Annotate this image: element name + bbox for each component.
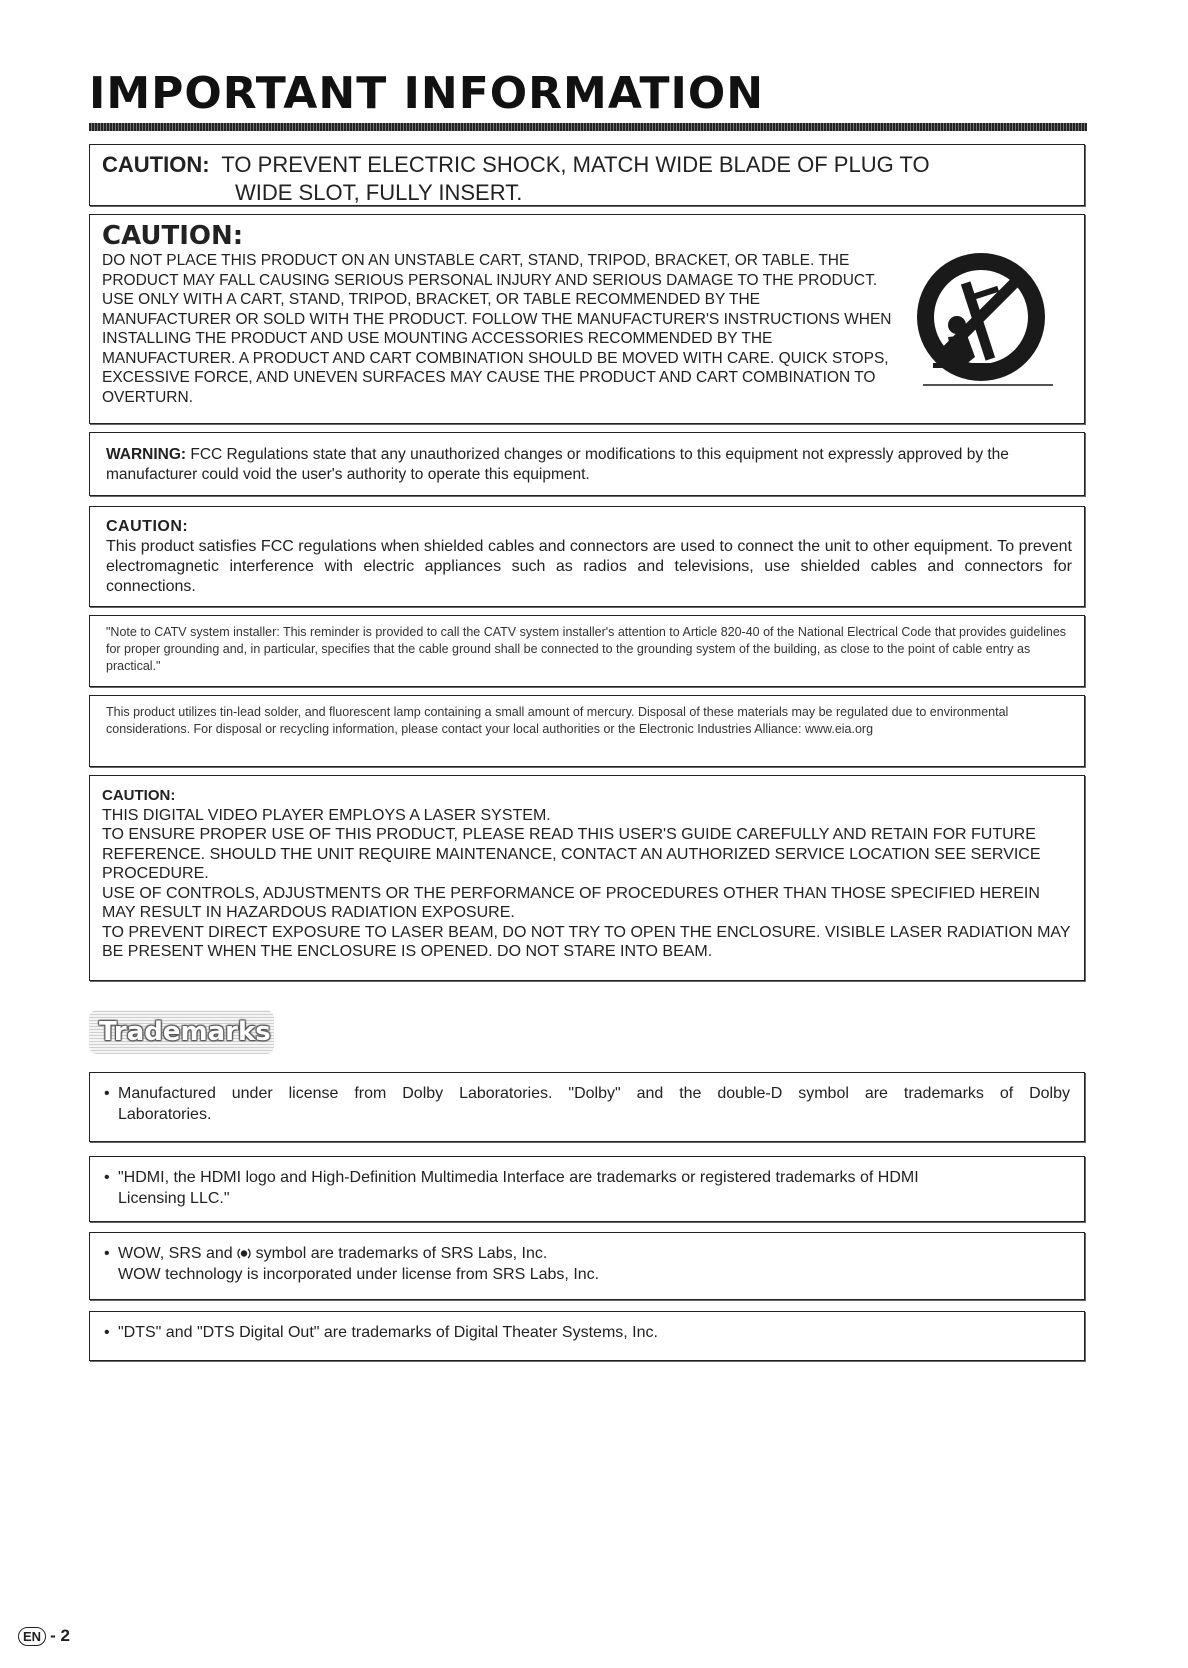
solder-note-box [89, 695, 1085, 767]
trademark-line [104, 1083, 1070, 1104]
fcc-warning-text: FCC Regulations state that any unauthorized changes or modifications to this equipment not expressly approved by the manufacturer could void the user's authority to operate this equipment. [106, 446, 1009, 483]
page-footer [18, 1626, 70, 1646]
laser-caution-line: TO PREVENT DIRECT EXPOSURE TO LASER BEAM, DO NOT TRY TO OPEN THE ENCLOSURE. VISIBLE LASER RADIATION MAY BE PRESENT WHEN THE ENCLOSURE IS OPENED. DO NOT STARE INTO BEAM. [102, 923, 1071, 960]
fcc-warning-box [89, 432, 1085, 496]
plug-caution-text-2: WIDE SLOT, FULLY INSERT. [235, 180, 523, 205]
bullet: • [104, 1324, 110, 1341]
language-badge: EN [18, 1627, 46, 1646]
trademarks-heading: Trademarks [89, 1010, 274, 1054]
plug-caution-line1 [102, 151, 1084, 179]
plug-caution-text-1: TO PREVENT ELECTRIC SHOCK, MATCH WIDE BLADE OF PLUG TO [221, 152, 930, 177]
trademark-item-dts [89, 1311, 1085, 1361]
page-title: IMPORTANT INFORMATION [89, 68, 765, 119]
emi-caution-label: CAUTION: [106, 518, 189, 535]
bullet: • [104, 1085, 110, 1102]
bullet: • [104, 1245, 110, 1262]
emi-caution-text: This product satisfies FCC regulations when shielded cables and connectors are used to connect the unit to other equipment. To prevent electromagnetic interference with electric appliances such as radios and televisions, use shielded cables and connectors for connections. [106, 538, 1072, 595]
plug-caution-box [89, 144, 1085, 206]
cart-caution-heading: CAUTION: [102, 221, 244, 251]
catv-note-text: "Note to CATV system installer: This reminder is provided to call the CATV system installer's attention to Article 820-40 of the National Electrical Code that provides guidelines for proper grounding and, in particular, specifies that the cable ground shall be connected to the grounding system of the building, as close to the point of cable entry as practical." [106, 625, 1067, 673]
cart-caution-body: DO NOT PLACE THIS PRODUCT ON AN UNSTABLE CART, STAND, TRIPOD, BRACKET, OR TABLE. THE PRODUCT MAY FALL CAUSING SERIOUS PERSONAL INJURY AND SERIOUS DAMAGE TO THE PRODUCT. USE ONLY WITH A CART, STAND, TRIPOD, BRACKET, OR TABLE RECOMMENDED BY THE MANUFACTURER OR SOLD WITH THE PRODUCT. FOLLOW THE MANUFACTURER'S INSTRUCTIONS WHEN INSTALLING THE PRODUCT AND USE MOUNTING ACCESSORIES RECOMMENDED BY THE MANUFACTURER. A PRODUCT AND CART COMBINATION SHOULD BE MOVED WITH CARE. QUICK STOPS, EXCESSIVE FORCE, AND UNEVEN SURFACES MAY CAUSE THE PRODUCT AND CART COMBINATION TO OVERTURN. [102, 252, 892, 406]
trademark-text-cont: WOW technology is incorporated under license from SRS Labs, Inc. [118, 1266, 600, 1283]
laser-caution-line: USE OF CONTROLS, ADJUSTMENTS OR THE PERFORMANCE OF PROCEDURES OTHER THAN THOSE SPECIFIED HEREIN MAY RESULT IN HAZARDOUS RADIATION EXPOSURE. [102, 884, 1040, 921]
trademark-text: Manufactured under license from Dolby Laboratories. "Dolby" and the double-D symbol are trademarks of Dolby [118, 1085, 1070, 1102]
trademark-text: "HDMI, the HDMI logo and High-Definition Multimedia Interface are trademarks or registered trademarks of HDMI [118, 1169, 919, 1186]
trademark-line [104, 1243, 1070, 1264]
laser-caution-line: TO ENSURE PROPER USE OF THIS PRODUCT, PLEASE READ THIS USER'S GUIDE CAREFULLY AND RETAIN FOR FUTURE REFERENCE. SHOULD THE UNIT REQUIRE MAINTENANCE, CONTACT AN AUTHORIZED SERVICE LOCATION SEE SERVICE PROCEDURE. [102, 826, 1041, 882]
trademark-item-hdmi [89, 1156, 1085, 1222]
bullet: • [104, 1169, 110, 1186]
trademark-item-dolby [89, 1072, 1085, 1142]
fcc-warning-label: WARNING: [106, 446, 187, 463]
emi-caution-box [89, 506, 1085, 607]
page-number: - 2 [50, 1626, 70, 1645]
catv-note-box [89, 615, 1085, 687]
laser-caution-line: THIS DIGITAL VIDEO PLAYER EMPLOYS A LASER SYSTEM. [102, 806, 551, 824]
cart-tip-over-warning-icon [903, 245, 1059, 395]
trademark-text-cont: Laboratories. [118, 1106, 212, 1123]
trademark-text: symbol are trademarks of SRS Labs, Inc. [255, 1245, 548, 1262]
srs-logo-icon [237, 1248, 251, 1259]
title-divider [89, 123, 1087, 131]
trademark-text: "DTS" and "DTS Digital Out" are trademarks of Digital Theater Systems, Inc. [118, 1324, 658, 1341]
trademark-item-srs [89, 1232, 1085, 1300]
solder-note-text: This product utilizes tin-lead solder, and fluorescent lamp containing a small amount of mercury. Disposal of these materials may be regulated due to environmental considerations. For disposal or recycling information, please contact your local authorities or the Electronic Industries Alliance: www.eia.org [106, 705, 1009, 736]
trademark-text: WOW, SRS and [118, 1245, 233, 1262]
plug-caution-label: CAUTION: [102, 152, 210, 177]
laser-caution-label: CAUTION: [102, 787, 176, 804]
laser-caution-box [89, 775, 1085, 981]
trademark-line [104, 1167, 1070, 1188]
cart-caution-box [89, 214, 1085, 424]
trademark-text-cont: Licensing LLC." [118, 1190, 230, 1207]
trademark-line [104, 1322, 1070, 1343]
